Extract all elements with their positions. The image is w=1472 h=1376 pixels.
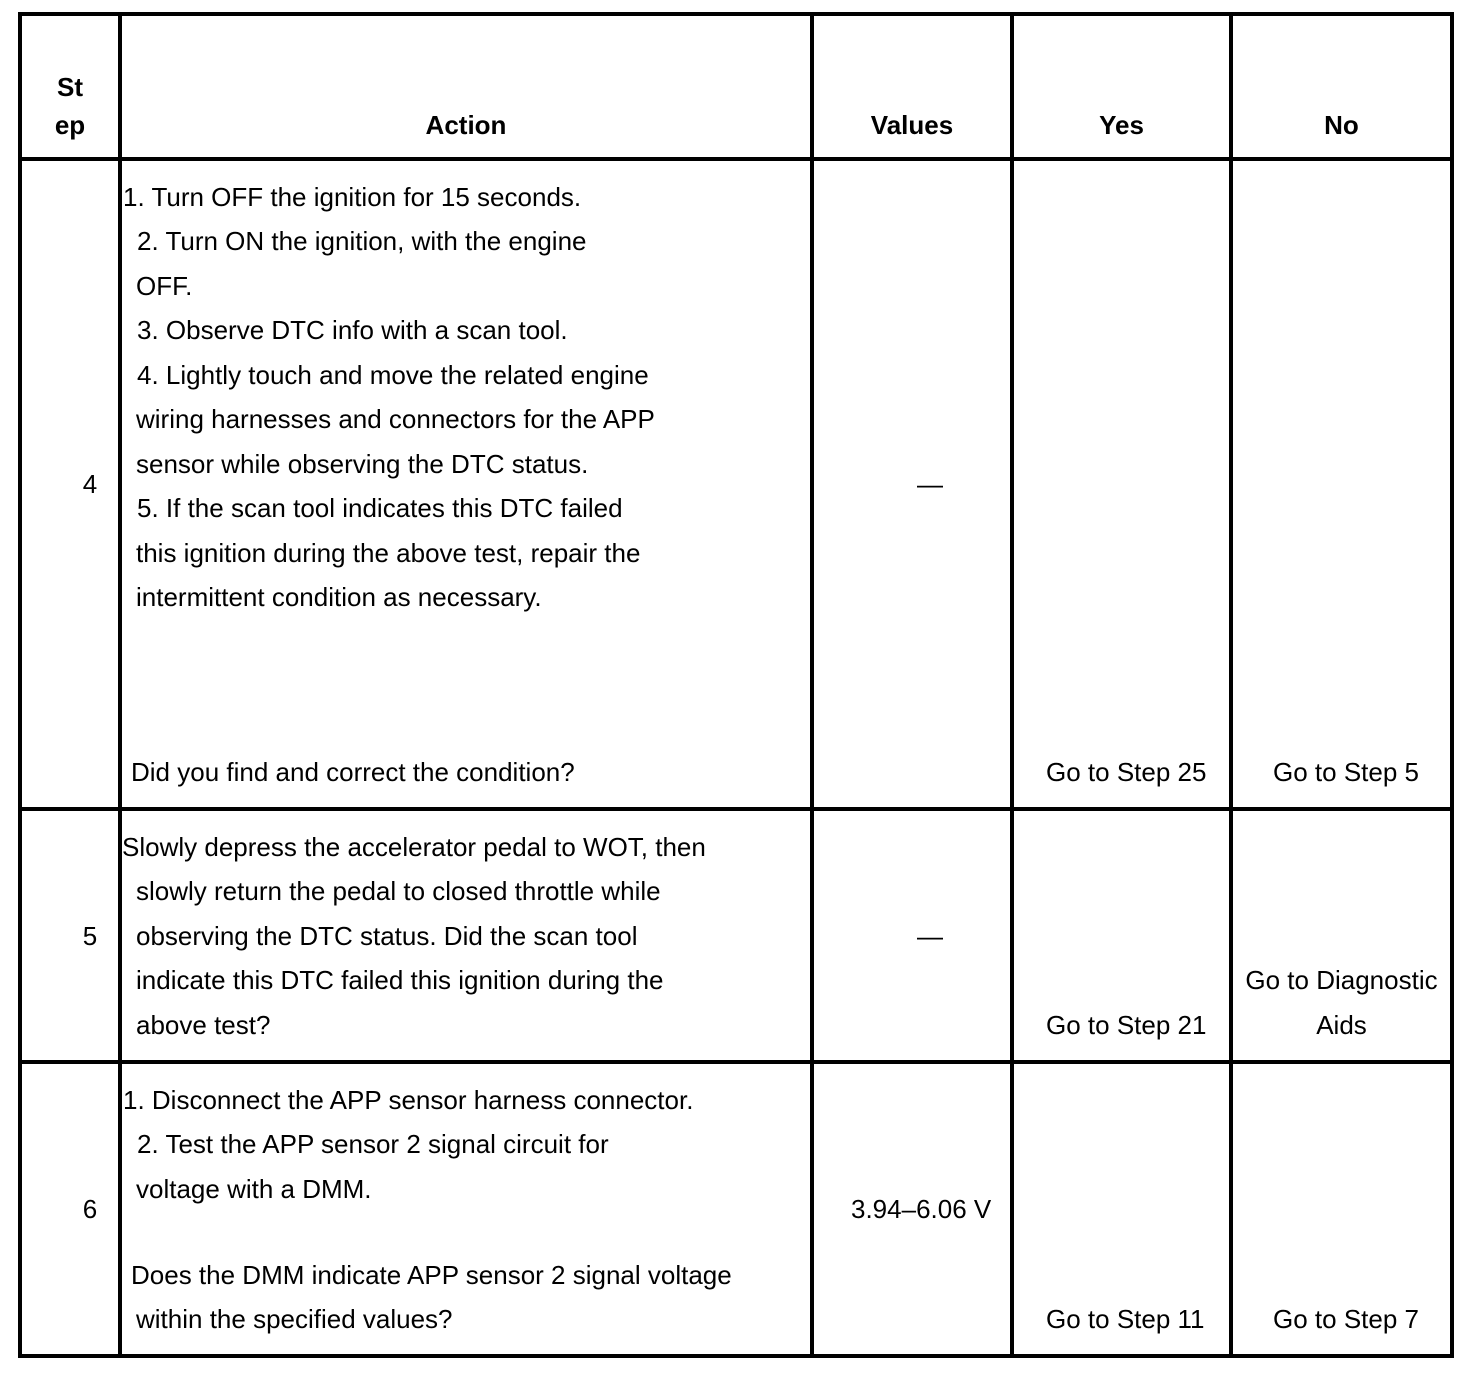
table-border-top — [18, 12, 1454, 16]
action-line: observing the DTC status. Did the scan tool — [136, 921, 638, 951]
value-cell: — — [917, 921, 943, 951]
yes-cell: Go to Step 21 — [1046, 1010, 1207, 1040]
no-cell: Go to Step 5 — [1273, 757, 1419, 787]
yes-cell: Go to Step 25 — [1046, 757, 1207, 787]
action-line: intermittent condition as necessary. — [136, 582, 542, 612]
column-divider — [810, 12, 814, 1358]
step-number: 5 — [82, 921, 98, 951]
action-line: indicate this DTC failed this ignition during the — [136, 965, 664, 995]
header-values: Values — [870, 110, 954, 140]
action-question-line: within the specified values? — [136, 1304, 453, 1334]
action-line: wiring harnesses and connectors for the APP — [136, 404, 655, 434]
no-cell-line-1: Go to Diagnostic — [1245, 965, 1438, 995]
diagnostic-table — [18, 12, 1454, 1358]
action-line: slowly return the pedal to closed throttle while — [136, 876, 661, 906]
table-border-right — [1450, 12, 1454, 1358]
action-line: Slowly depress the accelerator pedal to WOT, then — [122, 832, 706, 862]
action-line: 3. Observe DTC info with a scan tool. — [137, 315, 568, 345]
action-question: Did you find and correct the condition? — [131, 757, 575, 787]
action-line: 5. If the scan tool indicates this DTC failed — [137, 493, 623, 523]
value-cell: — — [917, 469, 943, 499]
action-line: sensor while observing the DTC status. — [136, 449, 589, 479]
action-line: 4. Lightly touch and move the related engine — [137, 360, 649, 390]
header-no: No — [1324, 110, 1359, 140]
column-divider — [1010, 12, 1014, 1358]
action-line: 2. Test the APP sensor 2 signal circuit for — [137, 1129, 609, 1159]
header-action: Action — [425, 110, 507, 140]
row-divider — [18, 1060, 1454, 1064]
header-step-line-1: St — [57, 72, 83, 102]
action-question-line: Does the DMM indicate APP sensor 2 signal voltage — [131, 1260, 732, 1290]
action-line: 1. Disconnect the APP sensor harness connector. — [123, 1085, 694, 1115]
action-line: 1. Turn OFF the ignition for 15 seconds. — [123, 182, 582, 212]
action-line: OFF. — [136, 271, 193, 301]
action-line: 2. Turn ON the ignition, with the engine — [137, 226, 587, 256]
action-line: voltage with a DMM. — [136, 1174, 372, 1204]
row-divider — [18, 807, 1454, 811]
no-cell: Go to Step 7 — [1273, 1304, 1419, 1334]
header-step-line-2: ep — [54, 110, 86, 140]
no-cell-line-2: Aids — [1316, 1010, 1367, 1040]
header-divider — [18, 157, 1454, 161]
column-divider — [1229, 12, 1233, 1358]
yes-cell: Go to Step 11 — [1046, 1304, 1205, 1334]
action-line: above test? — [136, 1010, 271, 1040]
table-border-bottom — [18, 1354, 1454, 1358]
table-border-left — [18, 12, 22, 1358]
column-divider — [118, 12, 122, 1358]
value-cell: 3.94–6.06 V — [851, 1194, 992, 1224]
action-line: this ignition during the above test, repair the — [136, 538, 641, 568]
step-number: 4 — [82, 469, 98, 499]
step-number: 6 — [82, 1194, 98, 1224]
header-yes: Yes — [1099, 110, 1144, 140]
